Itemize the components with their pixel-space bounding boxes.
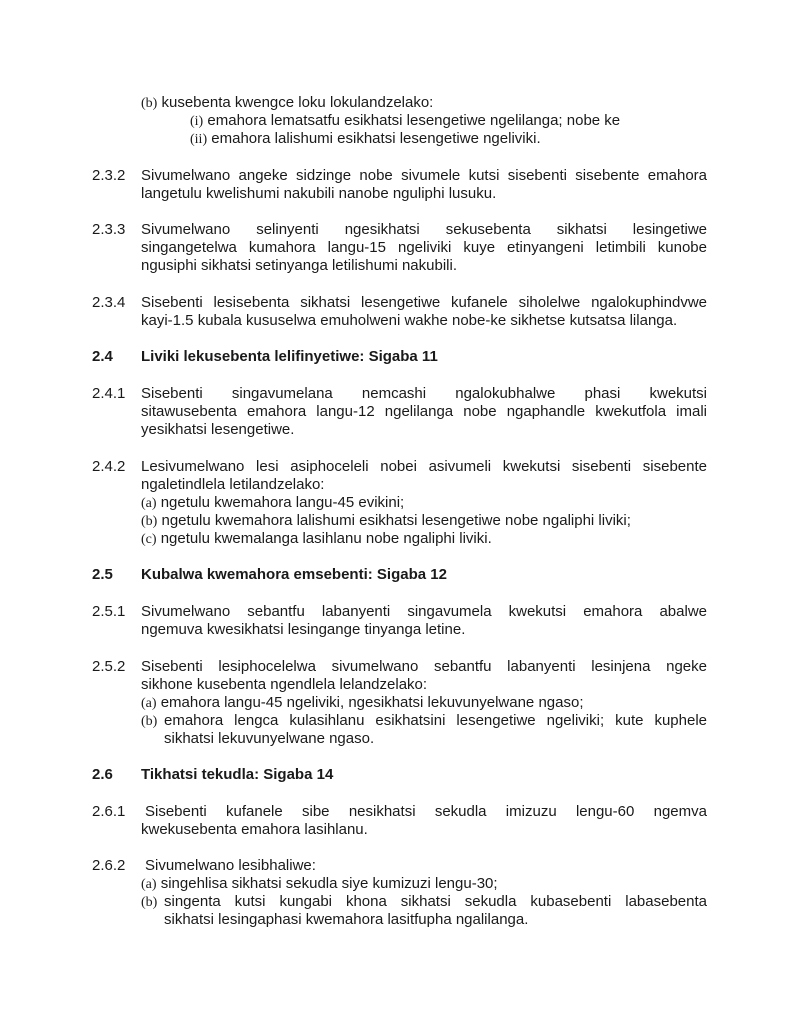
list-item-c [141, 530, 492, 549]
clause-line: ngaletindlela letilandzelako: [141, 476, 325, 493]
list-text: singehlisa sikhatsi sekudla siye kumizuzi lengu-30; [160, 875, 498, 892]
list-text: kusebenta kwengce loku lokulandzelako: [161, 94, 434, 111]
clause-number: 2.5.1 [92, 603, 126, 620]
clause-line: langetulu kwelishumi nakubili nanobe nguliphi lusuku. [141, 185, 497, 202]
list-marker: (a) [141, 877, 157, 892]
sub-item-i [190, 112, 620, 131]
list-marker: (a) [141, 696, 157, 711]
list-marker: (ii) [190, 132, 208, 147]
clause-line: singangetelwa kumahora langu-15 ngeliviki kuye etinyangeni letimbili kunobe [141, 239, 707, 256]
list-marker: (a) [141, 496, 157, 511]
section-number: 2.4 [92, 348, 113, 365]
list-marker: (b) [141, 96, 158, 111]
list-text: ngetulu kwemalanga lasihlanu nobe ngaliphi liviki. [160, 530, 492, 547]
sub-item-ii [190, 130, 541, 149]
list-marker: (i) [190, 114, 204, 129]
clause-line: Lesivumelwano lesi asiphoceleli nobei asivumeli kwekutsi sisebenti sisebente [141, 458, 707, 475]
list-item-b [141, 94, 433, 113]
clause-number: 2.6.2 [92, 857, 126, 874]
list-text: sikhatsi lekuvunyelwane ngaso. [164, 730, 375, 747]
clause-line: ngusiphi sikhatsi setinyanga letilishumi nakubili. [141, 257, 458, 274]
clause-line: kwekusebenta emahora lasihlanu. [141, 821, 368, 838]
clause-number: 2.3.2 [92, 167, 126, 184]
clause-line: Sisebenti lesisebenta sikhatsi lesengetiwe kufanele siholelwe ngalokuphindvwe [141, 294, 707, 311]
list-marker: (b) [141, 714, 158, 729]
list-item-b [141, 512, 631, 531]
list-marker: (b) [141, 895, 158, 910]
list-text: ngetulu kwemahora lalishumi esikhatsi lesengetiwe nobe ngaliphi liviki; [161, 512, 631, 529]
section-heading: Liviki lekusebenta lelifinyetiwe: Sigaba 11 [141, 348, 438, 365]
list-text: ngetulu kwemahora langu-45 evikini; [160, 494, 405, 511]
list-item-b [141, 893, 157, 912]
list-item-a [141, 875, 498, 894]
clause-line: ngemuva kwesikhatsi lesingange tinyanga letine. [141, 621, 466, 638]
clause-number: 2.5.2 [92, 658, 126, 675]
section-heading: Tikhatsi tekudla: Sigaba 14 [141, 766, 334, 783]
list-text: emahora langu-45 ngeliviki, ngesikhatsi lekuvunyelwane ngaso; [160, 694, 584, 711]
clause-line: Sivumelwano sebantfu labanyenti singavumela kwekutsi emahora abalwe [141, 603, 707, 620]
clause-line: Sisebenti kufanele sibe nesikhatsi sekudla imizuzu lengu-60 ngemva [145, 803, 707, 820]
list-text: singenta kutsi kungabi khona sikhatsi sekudla kubasebenti labasebenta [164, 893, 707, 910]
clause-line: Sivumelwano lesibhaliwe: [145, 857, 316, 874]
list-marker: (b) [141, 514, 158, 529]
clause-number: 2.4.2 [92, 458, 126, 475]
clause-line: Sisebenti lesiphocelelwa sivumelwano sebantfu labanyenti lesinjena ngeke [141, 658, 707, 675]
list-text: emahora lematsatfu esikhatsi lesengetiwe ngelilanga; nobe ke [207, 112, 621, 129]
clause-line: sitawusebenta emahora langu-12 ngelilanga nobe ngaphandle kwekutfola imali [141, 403, 707, 420]
list-text: emahora lengca kulasihlanu esikhatsini lesengetiwe ngeliviki; kute kuphele [164, 712, 707, 729]
section-number: 2.5 [92, 566, 113, 583]
clause-line: sikhone kusebenta ngendlela lelandzelako: [141, 676, 428, 693]
clause-line: Sivumelwano selinyenti ngesikhatsi sekusebenta sikhatsi lesingetiwe [141, 221, 707, 238]
list-text: emahora lalishumi esikhatsi lesengetiwe ngeliviki. [211, 130, 541, 147]
list-marker: (c) [141, 532, 157, 547]
list-item-a [141, 494, 404, 513]
clause-number: 2.4.1 [92, 385, 126, 402]
clause-number: 2.3.3 [92, 221, 126, 238]
clause-line: Sivumelwano angeke sidzinge nobe sivumele kutsi sisebenti sisebente emahora [141, 167, 707, 184]
clause-line: kayi-1.5 kubala kususelwa emuholweni wakhe nobe-ke sikhetse kutsatsa lilanga. [141, 312, 678, 329]
clause-line: Sisebenti singavumelana nemcashi ngalokubhalwe phasi kwekutsi [141, 385, 707, 402]
section-heading: Kubalwa kwemahora emsebenti: Sigaba 12 [141, 566, 447, 583]
clause-number: 2.3.4 [92, 294, 126, 311]
clause-line: yesikhatsi lesengetiwe. [141, 421, 295, 438]
list-item-b [141, 712, 157, 731]
section-number: 2.6 [92, 766, 113, 783]
clause-number: 2.6.1 [92, 803, 126, 820]
list-text: sikhatsi lesingaphasi kwemahora lasitfupha ngalilanga. [164, 911, 529, 928]
list-item-a [141, 694, 583, 713]
